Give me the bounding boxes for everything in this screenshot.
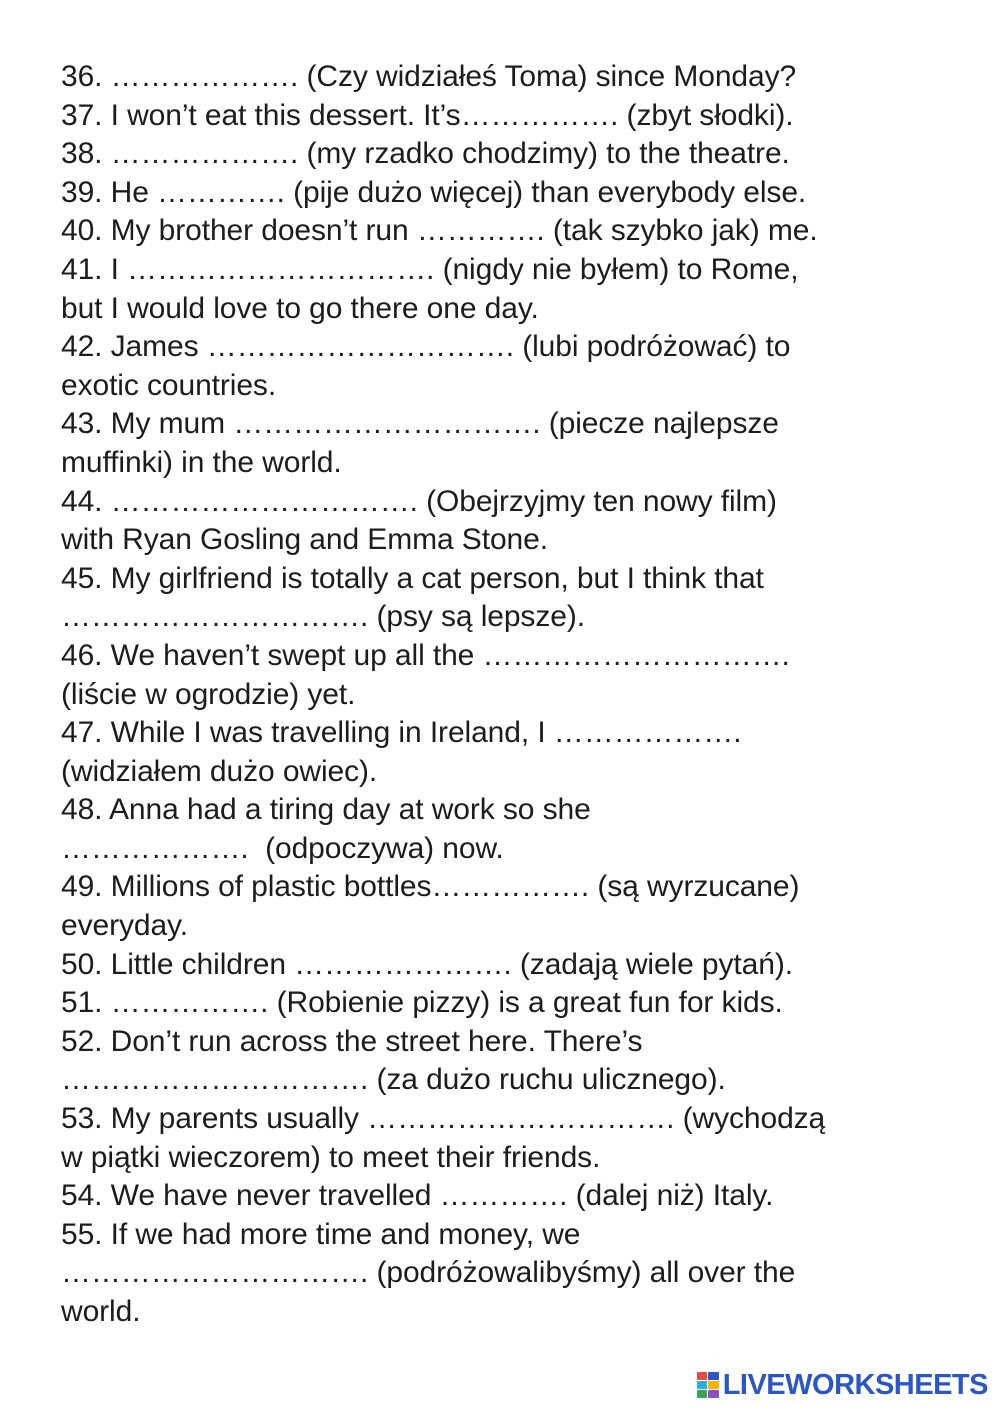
exercise-line-52a: 52. Don’t run across the street here. There’s [61,1024,643,1058]
exercise-line-48a: 48. Anna had a tiring day at work so she [61,793,591,827]
exercise-line-55b: …………………………. (podróżowalibyśmy) all over the [61,1256,796,1290]
exercise-line-40a: 40. My brother doesn’t run …………. (tak szybko jak) me. [61,214,818,248]
exercise-line-50a: 50. Little children …………………. (zadają wiele pytań). [61,947,793,981]
exercise-line-45b: …………………………. (psy są lepsze). [61,600,585,634]
exercise-line-49a: 49. Millions of plastic bottles……………. (są wyrzucane) [61,870,800,904]
exercise-line-37a: 37. I won’t eat this dessert. It’s……………. (zbyt słodki). [61,98,794,132]
mark-square [708,1372,719,1380]
exercise-line-47a: 47. While I was travelling in Ireland, I ………………. [61,716,742,750]
exercise-line-41a: 41. I …………………………. (nigdy nie byłem) to Rome, [61,252,799,286]
exercise-line-44b: with Ryan Gosling and Emma Stone. [61,523,548,557]
exercise-line-38a: 38. ………………. (my rzadko chodzimy) to the theatre. [61,137,790,171]
logo-text: LIVEWORKSHEETS [722,1368,988,1401]
liveworksheets-mark-icon [697,1372,719,1398]
exercise-line-42a: 42. James …………………………. (lubi podróżować) to [61,330,791,364]
exercise-line-53b: w piątki wieczorem) to meet their friends. [61,1140,601,1174]
exercise-line-49b: everyday. [61,909,188,943]
exercise-line-43b: muffinki) in the world. [61,445,342,479]
exercise-line-46b: (liście w ogrodzie) yet. [61,677,356,711]
exercise-line-47b: (widziałem dużo owiec). [61,754,378,788]
exercise-line-46a: 46. We haven’t swept up all the …………………………. [61,638,790,672]
mark-square [708,1390,719,1398]
liveworksheets-logo[interactable] [697,1370,988,1400]
exercise-line-51a: 51. ……………. (Robienie pizzy) is a great fun for kids. [61,986,783,1020]
mark-square [697,1372,708,1380]
exercise-line-41b: but I would love to go there one day. [61,291,539,325]
exercise-line-43a: 43. My mum …………………………. (piecze najlepsze [61,407,779,441]
exercise-line-54a: 54. We have never travelled …………. (dalej niż) Italy. [61,1179,774,1213]
exercise-line-52b: …………………………. (za dużo ruchu ulicznego). [61,1063,726,1097]
mark-square [708,1381,719,1389]
exercise-line-45a: 45. My girlfriend is totally a cat person, but I think that [61,561,764,595]
exercise-line-44a: 44. …………………………. (Obejrzyjmy ten nowy film) [61,484,777,518]
exercise-sheet [61,58,961,1332]
mark-square [697,1390,708,1398]
exercise-line-48b: ………………. (odpoczywa) now. [61,831,504,865]
exercise-line-55a: 55. If we had more time and money, we [61,1217,581,1251]
exercise-line-36a: 36. ………………. (Czy widziałeś Toma) since Monday? [61,60,797,93]
exercise-line-55c: world. [61,1295,141,1328]
exercise-line-42b: exotic countries. [61,368,277,402]
exercise-line-39a: 39. He …………. (pije dużo więcej) than everybody else. [61,175,807,209]
exercise-line-53a: 53. My parents usually …………………………. (wychodzą [61,1102,826,1136]
mark-square [697,1381,708,1389]
